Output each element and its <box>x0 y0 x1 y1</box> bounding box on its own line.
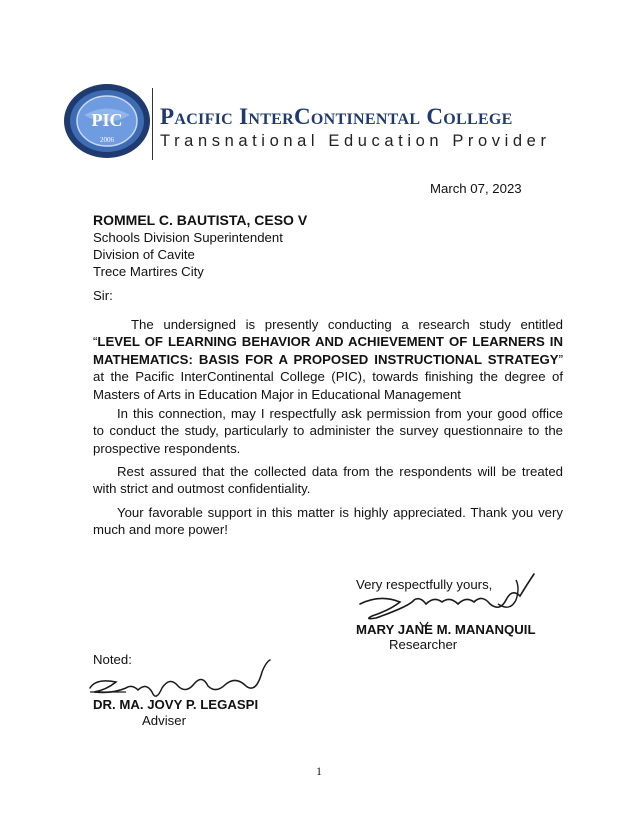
paragraph-request <box>93 316 563 403</box>
adviser-name: DR. MA. JOVY P. LEGASPI <box>93 697 259 712</box>
addressee-block <box>93 212 307 280</box>
page-number: 1 <box>316 766 322 778</box>
addressee-name: ROMMEL C. BAUTISTA, CESO V <box>93 212 308 228</box>
addressee-title: Schools Division Superintendent <box>93 230 283 245</box>
college-seal-logo <box>62 82 152 160</box>
researcher-role: Researcher <box>389 637 458 652</box>
paragraph-request-rest: ” at the Pacific InterContinental College (PIC), towards finishing the degree of Masters of Arts in Education Major in Educational Management <box>93 351 563 402</box>
addressee-division: Division of Cavite <box>93 247 195 262</box>
college-name: Pacific InterContinental College <box>160 104 513 129</box>
study-title: LEVEL OF LEARNING BEHAVIOR AND ACHIEVEMENT OF LEARNERS IN MATHEMATICS: BASIS FOR A PROPOSED INSTRUCTIONAL STRATEGY <box>93 334 563 367</box>
addressee-city: Trece Martires City <box>93 264 204 279</box>
logo-year: 2006 <box>100 136 114 144</box>
paragraph-permission: In this connection, may I respectfully ask permission from your good office to conduct the study, particularly to administer the survey questionnaire to the prospective respondents. <box>93 406 563 456</box>
college-tagline: Transnational Education Provider <box>160 132 551 150</box>
salutation: Sir: <box>93 288 113 303</box>
researcher-name: MARY JANE M. MANANQUIL <box>356 622 536 637</box>
logo-initials: PIC <box>91 110 123 130</box>
noted-label: Noted: <box>93 652 132 667</box>
closing-line: Very respectfully yours, <box>356 577 493 592</box>
paragraph-confidentiality: Rest assured that the collected data from the respondents will be treated with strict and outmost confidentiality. <box>93 464 563 497</box>
paragraph-thanks: Your favorable support in this matter is highly appreciated. Thank you very much and more power! <box>93 505 563 538</box>
paragraph-request-intro: The undersigned is presently conducting a research study entitled “ <box>93 317 563 350</box>
letter-date: March 07, 2023 <box>430 181 522 196</box>
header-divider <box>152 88 153 160</box>
adviser-role: Adviser <box>142 713 186 728</box>
